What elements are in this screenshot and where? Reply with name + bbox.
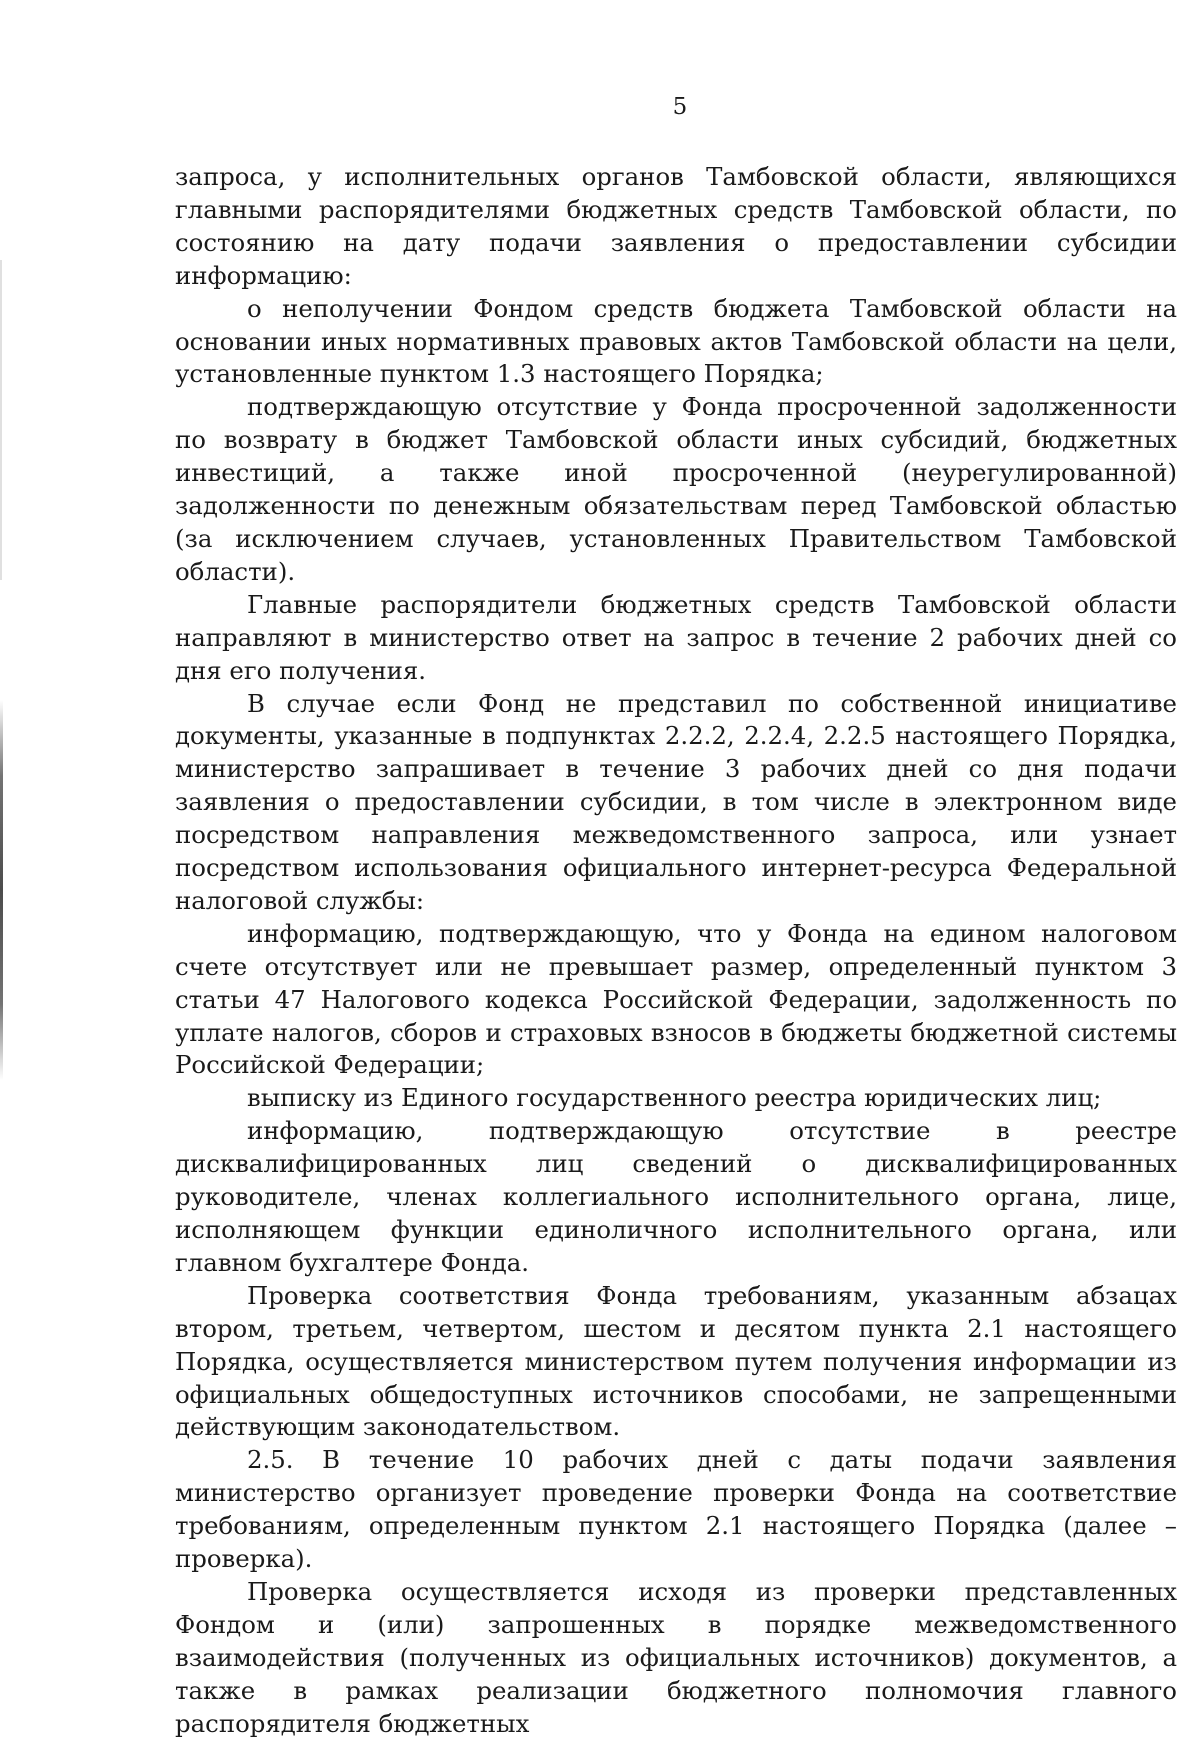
paragraph-5: В случае если Фонд не представил по собственной инициативе документы, указанные в подпунктах 2.2.2, 2.2.4, 2.2.5 настоящего Порядка, министерство запрашивает в течение 3 рабочих дней со дня подачи заявления о предоставлении субсидии, в том числе в электронном виде посредством направления межведомственного запроса, или узнает посредством использования официального интернет-ресурса Федеральной налоговой службы: xyxy=(175,688,1177,915)
paragraph-1: запроса, у исполнительных органов Тамбовской области, являющихся главными распорядителями бюджетных средств Тамбовской области, по состоянию на дату подачи заявления о предоставлении субсидии информацию: xyxy=(175,162,1177,290)
paragraph-2: о неполучении Фондом средств бюджета Тамбовской области на основании иных нормативных правовых актов Тамбовской области на цели, установленные пунктом 1.3 настоящего Порядка; xyxy=(175,293,1177,389)
page-number: 5 xyxy=(672,94,688,120)
paragraph-7: выписку из Единого государственного реестра юридических лиц; xyxy=(247,1083,1102,1113)
paragraph-9: Проверка соответствия Фонда требованиям, указанным абзацах втором, третьем, четвертом, шестом и десятом пункта 2.1 настоящего Порядка, осуществляется министерством путем получения информации из официальных общедоступных источников способами, не запрещенными действующим законодательством. xyxy=(175,1280,1177,1442)
paragraph-6: информацию, подтверждающую, что у Фонда на едином налоговом счете отсутствует или не превышает размер, определенный пунктом 3 статьи 47 Налогового кодекса Российской Федерации, задолженность по уплате налогов, сборов и страховых взносов в бюджеты бюджетной системы Российской Федерации; xyxy=(175,918,1177,1080)
paragraph-3: подтверждающую отсутствие у Фонда просроченной задолженности по возврату в бюджет Тамбовской области иных субсидий, бюджетных инвестиций, а также иной просроченной (неурегулированной) задолженности по денежным обязательствам перед Тамбовской областью (за исключением случаев, установленных Правительством Тамбовской области). xyxy=(175,392,1177,586)
paragraph-10: 2.5. В течение 10 рабочих дней с даты подачи заявления министерство организует проведение проверки Фонда на соответствие требованиям, определенным пунктом 2.1 настоящего Порядка (далее – проверка). xyxy=(175,1445,1177,1574)
paragraph-4: Главные распорядители бюджетных средств Тамбовской области направляют в министерство ответ на запрос в течение 2 рабочих дней со дня его получения. xyxy=(175,589,1177,685)
paragraph-8: информацию, подтверждающую отсутствие в реестре дисквалифицированных лиц сведений о дисквалифицированных руководителе, членах коллегиального исполнительного органа, лице, исполняющем функции единоличного исполнительного органа, или главном бухгалтере Фонда. xyxy=(175,1116,1177,1277)
scan-edge-shadow xyxy=(0,260,2,580)
body-text xyxy=(175,161,1177,1741)
scan-edge-mark xyxy=(0,700,3,1080)
paragraph-11: Проверка осуществляется исходя из проверки представленных Фондом и (или) запрошенных в порядке межведомственного взаимодействия (полученных из официальных источников) документов, а также в рамках реализации бюджетного полномочия главного распорядителя бюджетных xyxy=(175,1576,1177,1738)
